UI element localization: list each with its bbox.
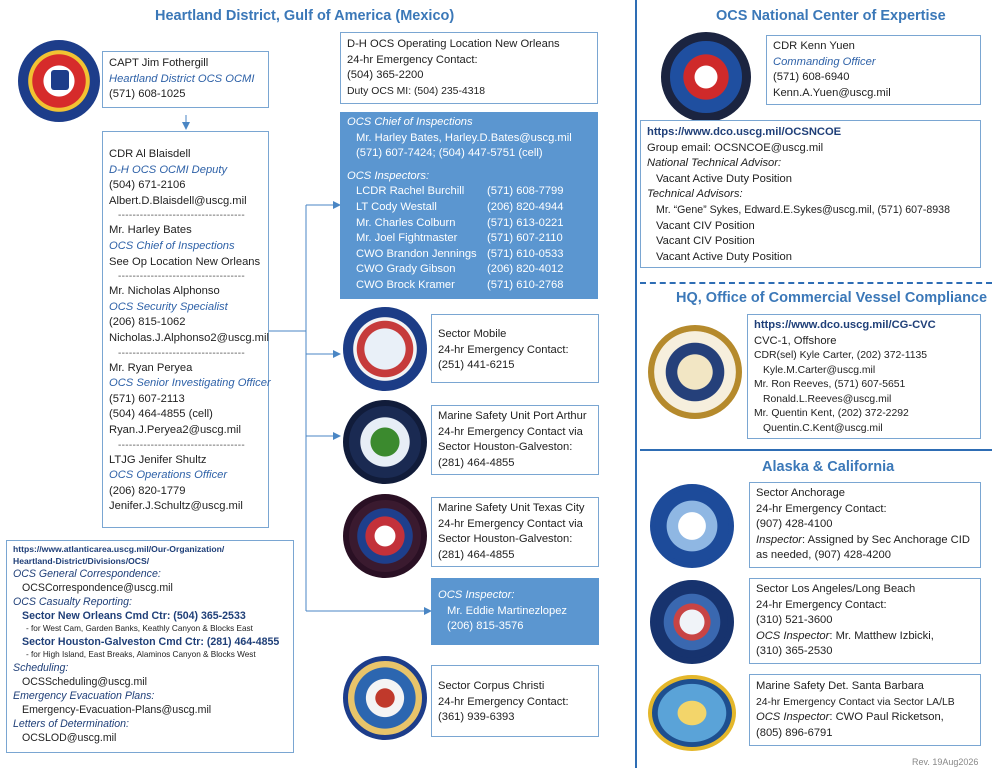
staff-phone: (206) 815-1062 <box>109 316 186 329</box>
staff-name: LTJG Jenifer Shultz <box>109 453 207 466</box>
staff-name: CDR Al Blaisdell <box>109 148 191 160</box>
staff-role: OCS Security Specialist <box>109 300 228 313</box>
msd-santa-barbara-inspector-label: OCS Inspector <box>756 711 830 724</box>
ncoe-ta-label: Technical Advisors: <box>647 188 743 201</box>
ncoe-nta-label: National Technical Advisor: <box>647 157 782 170</box>
staff-role: OCS Operations Officer <box>109 469 228 482</box>
staff-email[interactable]: Ryan.J.Peryea2@uscg.mil <box>109 423 241 436</box>
staff-name: Mr. Ryan Peryea <box>109 361 193 374</box>
staff-phone: (504) 671-2106 <box>109 179 186 192</box>
ocmi-box <box>102 51 269 108</box>
inspectors-heading: OCS Inspectors: <box>347 169 430 182</box>
sector-anchorage-seal-icon <box>650 484 734 568</box>
new-orleans-cmd-ctr: Sector New Orleans Cmd Ctr: (504) 365-2533 <box>22 610 246 622</box>
sector-anchorage-box <box>749 482 981 568</box>
ocs-inspector-heading: OCS Inspector: <box>438 589 515 601</box>
cvc-person: Mr. Ron Reeves, (571) 607-5651 <box>754 379 906 391</box>
letters-of-determination-label: Letters of Determination: <box>13 718 129 730</box>
sector-corpus-christi-seal-icon <box>343 656 427 740</box>
ocmi-phone: (571) 608-1025 <box>109 88 186 101</box>
inspector-row <box>347 278 591 294</box>
msu-texas-city-via: Sector Houston-Galveston: <box>438 533 573 546</box>
ncoe-ta-item: Mr. “Gene” Sykes, Edward.E.Sykes@uscg.mil, (571) 607-8938 <box>656 203 950 216</box>
oploc-emergency-label: 24-hr Emergency Contact: <box>347 53 478 66</box>
sector-corpus-christi-box <box>431 665 599 737</box>
scheduling-label: Scheduling: <box>13 662 69 674</box>
msu-texas-city-emergency-label: 24-hr Emergency Contact via <box>438 517 583 530</box>
inspector-name: LCDR Rachel Burchill <box>356 185 465 198</box>
evacuation-plans-email[interactable]: Emergency-Evacuation-Plans@uscg.mil <box>22 704 212 716</box>
section-divider-ncoe <box>640 282 992 284</box>
staff-email[interactable]: Nicholas.J.Alphonso2@uscg.mil <box>109 331 269 344</box>
sector-la-lb-emergency-label: 24-hr Emergency Contact: <box>756 598 887 611</box>
sector-anchorage-line5: as needed, (907) 428-4200 <box>756 549 891 562</box>
ocs-inspector-phone: (206) 815-3576 <box>447 620 524 633</box>
ncoe-co-phone: (571) 608-6940 <box>773 71 850 84</box>
cvc-box <box>747 314 981 439</box>
inspector-row <box>347 231 591 247</box>
revision-label: Rev. 19Aug2026 <box>912 757 979 767</box>
inspector-row <box>347 262 591 278</box>
houston-note: - for High Island, East Breaks, Alaminos Canyon & Blocks West <box>26 650 256 659</box>
sector-corpus-christi-emergency-label: 24-hr Emergency Contact: <box>438 695 569 708</box>
msu-texas-city-box <box>431 497 599 567</box>
separator: ----------------------------------- <box>118 347 246 359</box>
separator: ----------------------------------- <box>118 210 246 222</box>
oploc-duty: Duty OCS MI: (504) 235-4318 <box>347 85 486 97</box>
sector-mobile-seal-icon <box>343 307 427 391</box>
contacts-box <box>6 540 294 753</box>
cvc-person: Mr. Quentin Kent, (202) 372-2292 <box>754 408 909 420</box>
sector-anchorage-phone: (907) 428-4100 <box>756 518 833 531</box>
heartland-title: Heartland District, Gulf of America (Mexico) <box>155 8 455 24</box>
ocmi-name: CAPT Jim Fothergill <box>109 57 209 69</box>
alaska-title: Alaska & California <box>762 459 895 475</box>
ncoe-nta-value: Vacant Active Duty Position <box>656 172 792 185</box>
ncoe-url[interactable]: https://www.dco.uscg.mil/OCSNCOE <box>647 126 842 138</box>
sector-corpus-christi-name: Sector Corpus Christi <box>438 680 545 692</box>
staff-phone: (571) 607-2113 <box>109 392 185 405</box>
general-correspondence-email[interactable]: OCSCorrespondence@uscg.mil <box>22 582 173 594</box>
casualty-reporting-label: OCS Casualty Reporting: <box>13 596 132 608</box>
inspector-name: CWO Grady Gibson <box>356 263 456 276</box>
sector-anchorage-name: Sector Anchorage <box>756 487 845 499</box>
oploc-phone: (504) 365-2200 <box>347 69 424 82</box>
cvc-email[interactable]: Quentin.C.Kent@uscg.mil <box>763 422 883 434</box>
ncoe-group-email[interactable]: Group email: OCSNCOE@uscg.mil <box>647 141 824 154</box>
inspector-row <box>347 247 591 263</box>
staff-box <box>102 131 269 528</box>
inspector-phone: (571) 608-7799 <box>487 185 564 198</box>
new-orleans-note: - for West Cam, Garden Banks, Keathly Canyon & Blocks East <box>26 624 253 633</box>
separator: ----------------------------------- <box>118 439 246 451</box>
sector-anchorage-inspector-label: Inspector <box>756 533 803 546</box>
sector-la-lb-phone: (310) 521-3600 <box>756 614 833 627</box>
msu-port-arthur-name: Marine Safety Unit Port Arthur <box>438 410 587 422</box>
msu-port-arthur-box <box>431 405 599 475</box>
cvc-title: HQ, Office of Commercial Vessel Compliance <box>676 290 988 306</box>
staff-email[interactable]: Albert.D.Blaisdell@uscg.mil <box>109 194 247 207</box>
ncoe-co-box <box>766 35 981 105</box>
chief-heading: OCS Chief of Inspections <box>347 116 473 128</box>
cvc-unit: CVC-1, Offshore <box>754 334 837 347</box>
msu-texas-city-seal-icon <box>343 494 427 578</box>
inspections-box <box>340 112 598 299</box>
staff-name: Mr. Nicholas Alphonso <box>109 285 220 298</box>
staff-role: OCS Chief of Inspections <box>109 239 235 252</box>
inspector-phone: (206) 820-4012 <box>487 263 564 276</box>
ncoe-co-name: CDR Kenn Yuen <box>773 40 855 52</box>
staff-note: See Op Location New Orleans <box>109 255 261 268</box>
ocs-inspector-box <box>431 578 599 645</box>
separator: ----------------------------------- <box>118 271 246 283</box>
msd-santa-barbara-phone: (805) 896-6791 <box>756 726 833 739</box>
cvc-person: CDR(sel) Kyle Carter, (202) 372-1135 <box>754 350 928 362</box>
inspector-phone: (571) 610-0533 <box>487 247 564 260</box>
msu-port-arthur-seal-icon <box>343 400 427 484</box>
sector-la-lb-line5: (310) 365-2530 <box>756 645 833 658</box>
ncoe-seal-icon <box>661 32 751 122</box>
sector-la-lb-seal-icon <box>650 580 734 664</box>
msu-port-arthur-phone: (281) 464-4855 <box>438 456 515 469</box>
contacts-url[interactable]: https://www.atlanticarea.uscg.mil/Our-Organization/ Heartland-District/Divisions/OCS/ <box>13 544 225 566</box>
cvc-email[interactable]: Ronald.L.Reeves@uscg.mil <box>763 393 892 405</box>
sector-anchorage-emergency-label: 24-hr Emergency Contact: <box>756 502 887 515</box>
sector-anchorage-inspector-text: : Assigned by Sec Anchorage CID <box>802 533 970 546</box>
ncoe-ta-item: Vacant CIV Position <box>656 219 755 232</box>
msu-port-arthur-via: Sector Houston-Galveston: <box>438 441 573 454</box>
msd-santa-barbara-seal-icon <box>648 675 736 751</box>
sector-la-lb-box <box>749 578 981 664</box>
scheduling-email[interactable]: OCSScheduling@uscg.mil <box>22 676 147 688</box>
chief-line: Mr. Harley Bates, Harley.D.Bates@uscg.mil <box>356 131 572 144</box>
sector-la-lb-inspector-text: : Mr. Matthew Izbicki, <box>829 629 934 642</box>
inspector-row <box>347 184 591 200</box>
inspector-row <box>347 216 591 232</box>
ncoe-ta-item: Vacant CIV Position <box>656 235 755 248</box>
inspector-name: Mr. Joel Fightmaster <box>356 232 458 245</box>
houston-cmd-ctr: Sector Houston-Galveston Cmd Ctr: (281) 464-4855 <box>22 636 280 648</box>
staff-name: Mr. Harley Bates <box>109 224 192 237</box>
staff-phone: (206) 820-1779 <box>109 484 186 497</box>
staff-role: D-H OCS OCMI Deputy <box>109 163 228 176</box>
ncoe-co-role: Commanding Officer <box>773 55 876 68</box>
ncoe-ta-item: Vacant Active Duty Position <box>656 250 792 263</box>
sector-la-lb-inspector-label: OCS Inspector <box>756 629 830 642</box>
inspector-name: Mr. Charles Colburn <box>356 216 456 229</box>
staff-role: OCS Senior Investigating Officer <box>109 377 271 390</box>
inspector-phone: (571) 607-2110 <box>487 232 563 245</box>
msu-port-arthur-emergency-label: 24-hr Emergency Contact via <box>438 425 583 438</box>
ncoe-co-email[interactable]: Kenn.A.Yuen@uscg.mil <box>773 86 891 99</box>
msd-santa-barbara-name: Marine Safety Det. Santa Barbara <box>756 680 924 692</box>
ocs-inspector-name: Mr. Eddie Martinezlopez <box>447 604 568 617</box>
chief-phones: (571) 607-7424; (504) 447-5751 (cell) <box>356 147 543 160</box>
sector-la-lb-name: Sector Los Angeles/Long Beach <box>756 583 916 595</box>
sector-mobile-phone: (251) 441-6215 <box>438 359 515 372</box>
inspector-phone: (571) 613-0221 <box>487 216 564 229</box>
sector-mobile-emergency-label: 24-hr Emergency Contact: <box>438 343 569 356</box>
inspector-phone: (206) 820-4944 <box>487 200 564 213</box>
staff-email[interactable]: Jenifer.J.Schultz@uscg.mil <box>109 500 243 513</box>
column-divider <box>635 0 637 768</box>
cvc-url[interactable]: https://www.dco.uscg.mil/CG-CVC <box>754 319 936 331</box>
cvc-seal-icon <box>648 325 742 419</box>
ncoe-details-box <box>640 120 981 268</box>
sector-corpus-christi-phone: (361) 939-6393 <box>438 711 515 724</box>
sector-mobile-name: Sector Mobile <box>438 328 507 340</box>
inspector-phone: (571) 610-2768 <box>487 278 564 291</box>
msu-texas-city-phone: (281) 464-4855 <box>438 548 515 561</box>
heartland-district-seal-icon <box>18 40 100 122</box>
letters-of-determination-email[interactable]: OCSLOD@uscg.mil <box>22 732 117 744</box>
msd-santa-barbara-inspector-text: : CWO Paul Ricketson, <box>829 711 944 724</box>
section-divider-cvc <box>640 449 992 451</box>
inspector-row <box>347 200 591 216</box>
evacuation-plans-label: Emergency Evacuation Plans: <box>13 690 155 702</box>
ncoe-title: OCS National Center of Expertise <box>716 8 946 24</box>
staff-cell: (504) 464-4855 (cell) <box>109 408 213 421</box>
ocmi-role: Heartland District OCS OCMI <box>109 72 255 85</box>
general-correspondence-label: OCS General Correspondence: <box>13 568 161 580</box>
oploc-new-orleans-box <box>340 32 598 104</box>
msd-santa-barbara-emergency: 24-hr Emergency Contact via Sector LA/LB <box>756 696 955 708</box>
sector-mobile-box <box>431 314 599 383</box>
inspector-name: CWO Brandon Jennings <box>356 247 477 260</box>
inspector-name: CWO Brock Kramer <box>356 278 455 291</box>
oploc-title: D-H OCS Operating Location New Orleans <box>347 38 560 50</box>
msd-santa-barbara-box <box>749 674 981 746</box>
msu-texas-city-name: Marine Safety Unit Texas City <box>438 502 585 514</box>
inspector-name: LT Cody Westall <box>356 200 437 213</box>
cvc-email[interactable]: Kyle.M.Carter@uscg.mil <box>763 364 876 376</box>
